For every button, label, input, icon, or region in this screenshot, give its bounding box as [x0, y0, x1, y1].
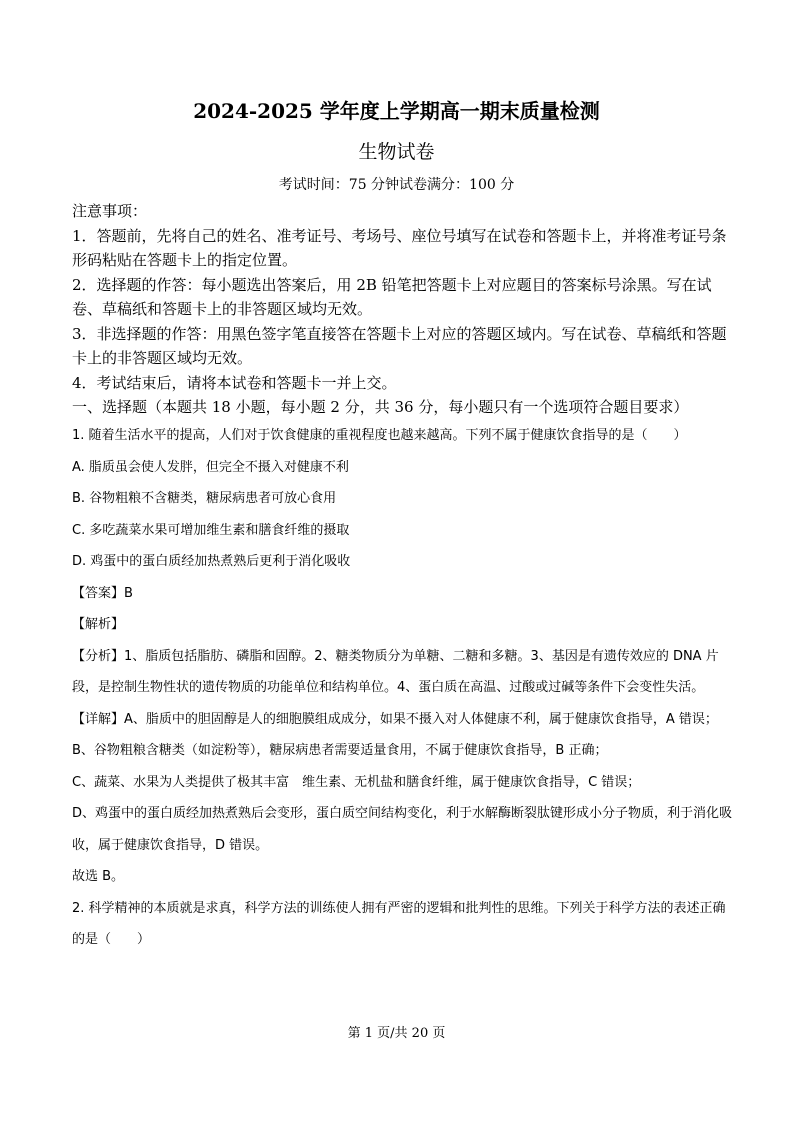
analysis-fenxi: 【分析】1、脂质包括脂肪、磷脂和固醇。2、糖类物质分为单糖、二糖和多糖。3、基因是有遗传效应的 DNA 片段，是控制生物性状的遗传物质的功能单位和结构单位。4、蛋白质在高温、过酸或过碱等条件下会变性失活。 [72, 648, 719, 695]
subject-title: 生物试卷 [358, 141, 435, 163]
option-a: A. 脂质虽会使人发胖，但完全不摄入对健康不利 [72, 459, 349, 475]
option-b: B. 谷物粗粮不含糖类，糖尿病患者可放心食用 [72, 491, 337, 506]
question-block [72, 420, 732, 956]
exam-time-score: 考试时间：75 分钟试卷满分：100 分 [278, 177, 515, 193]
notes-heading: 注意事项： [72, 202, 148, 220]
analysis-detail-a: 【详解】A、脂质中的胆固醇是人的细胞膜组成成分，如果不摄入对人体健康不利，属于健康饮食指导，A 错误； [72, 711, 718, 727]
note-item: 4．考试结束后，请将本试卷和答题卡一并上交。 [72, 373, 397, 392]
page-number: 第 1 页/共 20 页 [347, 1026, 446, 1041]
analysis-detail-b: B、谷物粗粮含糖类（如淀粉等），糖尿病患者需要适量食用，不属于健康饮食指导，B 正确； [72, 743, 608, 758]
question-stem: 1. 随着生活水平的提高，人们对于饮食健康的重视程度也越来越高。下列不属于健康饮食指导的是（ ） [72, 428, 687, 443]
option-c: C. 多吃蔬菜水果可增加维生素和膳食纤维的摄取 [72, 522, 350, 538]
answer-label: 【答案】B [72, 585, 133, 601]
note-item: 3．非选择题的作答：用黑色签字笔直接答在答题卡上对应的答题区域内。写在试卷、草稿纸和答题卡上的非答题区域均无效。 [72, 324, 727, 367]
conclusion: 故选 B。 [72, 869, 125, 884]
exam-title: 2024-2025 学年度上学期高一期末质量检测 [193, 99, 600, 123]
question-stem: 2. 科学精神的本质就是求真，科学方法的训练使人拥有严密的逻辑和批判性的思维。下列关于科学方法的表述正确的是（ ） [72, 900, 726, 947]
analysis-detail-d: D、鸡蛋中的蛋白质经加热煮熟后会变形，蛋白质空间结构变化，利于水解酶断裂肽键形成小分子物质，利于消化吸收，属于健康饮食指导，D 错误。 [72, 806, 733, 853]
notes-section [72, 199, 732, 419]
option-d: D. 鸡蛋中的蛋白质经加热煮熟后更利于消化吸收 [72, 554, 351, 569]
note-item: 1．答题前，先将自己的姓名、准考证号、考场号、座位号填写在试卷和答题卡上，并将准考证号条形码粘贴在答题卡上的指定位置。 [72, 226, 727, 269]
note-item: 2．选择题的作答：每小题选出答案后，用 2B 铅笔把答题卡上对应题目的答案标号涂黑。写在试卷、草稿纸和答题卡上的非答题区域均无效。 [72, 275, 712, 318]
section-heading: 一、选择题（本题共 18 小题，每小题 2 分，共 36 分，每小题只有一个选项符合题目要求） [72, 398, 689, 416]
analysis-detail-c: C、蔬菜、水果为人类提供了极其丰富 维生素、无机盐和膳食纤维，属于健康饮食指导，C 错误； [72, 774, 641, 790]
analysis-heading: 【解析】 [72, 617, 125, 632]
